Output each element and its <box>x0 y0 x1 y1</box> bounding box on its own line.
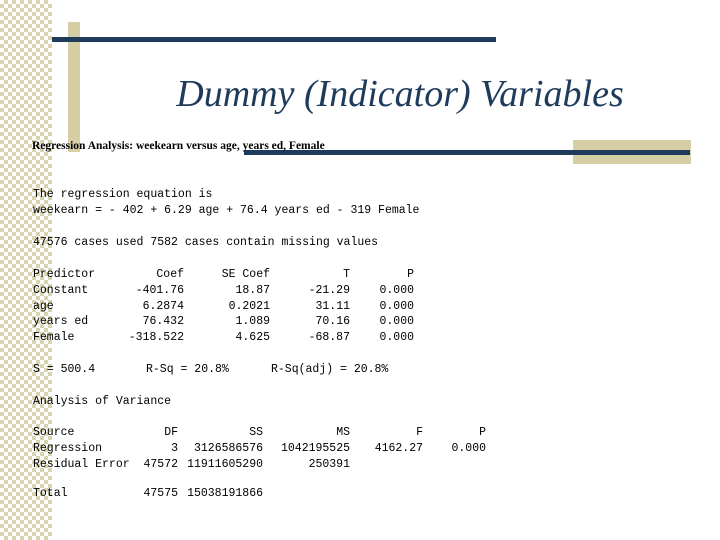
missing-values-note: 47576 cases used 7582 cases contain missing values <box>33 236 379 249</box>
header-ms: MS <box>336 426 350 439</box>
header-se-coef: SE Coef <box>221 268 270 281</box>
header-source: Source <box>33 426 75 439</box>
header-coef: Coef <box>156 268 184 281</box>
row-f: 4162.27 <box>374 442 423 455</box>
row-coef: -318.522 <box>128 331 184 344</box>
row-predictor: Female <box>33 331 75 344</box>
row-coef: 76.432 <box>142 315 184 328</box>
equation-header: The regression equation is <box>33 188 213 201</box>
header-t: T <box>343 268 350 281</box>
row-t: 31.11 <box>315 300 350 313</box>
regression-equation: weekearn = - 402 + 6.29 age + 76.4 years ed - 319 Female <box>33 204 420 217</box>
row-source: Regression <box>33 442 103 455</box>
analysis-subtitle: Regression Analysis: weekearn versus age, years ed, Female <box>32 140 325 152</box>
row-coef: -401.76 <box>135 284 184 297</box>
row-p: 0.000 <box>379 331 414 344</box>
row-p: 0.000 <box>451 442 486 455</box>
row-predictor: age <box>33 300 54 313</box>
fit-stat-rsq: R-Sq = 20.8% <box>146 363 229 376</box>
header-ss: SS <box>249 426 263 439</box>
row-source: Residual Error <box>33 458 130 471</box>
row-se-coef: 4.625 <box>235 331 270 344</box>
header-df: DF <box>164 426 178 439</box>
header-f: F <box>416 426 423 439</box>
row-df: 47572 <box>143 458 178 471</box>
row-predictor: years ed <box>33 315 89 328</box>
row-p: 0.000 <box>379 315 414 328</box>
row-t: -21.29 <box>308 284 350 297</box>
title-top-rule <box>52 37 496 42</box>
header-p: P <box>479 426 486 439</box>
row-t: 70.16 <box>315 315 350 328</box>
row-ss: 11911605290 <box>187 458 263 471</box>
row-ms: 1042195525 <box>280 442 350 455</box>
row-p: 0.000 <box>379 284 414 297</box>
row-se-coef: 0.2021 <box>228 300 270 313</box>
row-df: 3 <box>171 442 178 455</box>
slide-title: Dummy (Indicator) Variables <box>176 73 624 115</box>
row-t: -68.87 <box>308 331 350 344</box>
row-ss: 15038191866 <box>187 487 263 500</box>
row-se-coef: 18.87 <box>235 284 270 297</box>
anova-title: Analysis of Variance <box>33 395 172 408</box>
row-p: 0.000 <box>379 300 414 313</box>
row-se-coef: 1.089 <box>235 315 270 328</box>
row-coef: 6.2874 <box>142 300 184 313</box>
row-source: Total <box>33 487 68 500</box>
row-predictor: Constant <box>33 284 89 297</box>
row-ms: 250391 <box>308 458 350 471</box>
header-p: P <box>407 268 414 281</box>
fit-stat-rsq-adj: R-Sq(adj) = 20.8% <box>271 363 389 376</box>
fit-stat-s: S = 500.4 <box>33 363 96 376</box>
row-ss: 3126586576 <box>193 442 263 455</box>
row-df: 47575 <box>143 487 178 500</box>
header-predictor: Predictor <box>33 268 96 281</box>
